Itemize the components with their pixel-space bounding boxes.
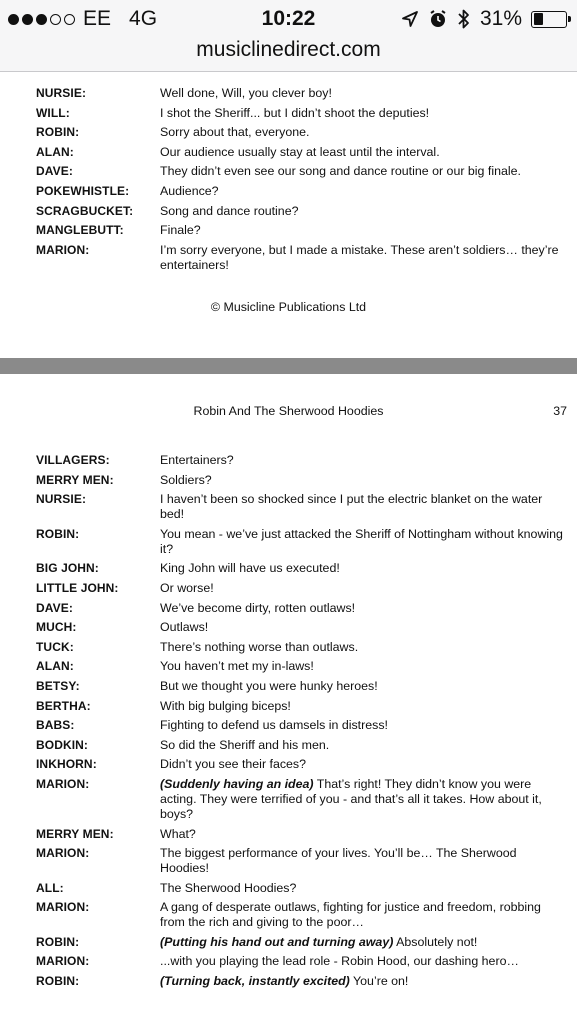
script-line <box>36 86 571 101</box>
status-bar <box>0 6 577 32</box>
speech-text: Well done, Will, you clever boy! <box>160 86 332 100</box>
signal-dot-filled <box>8 14 19 25</box>
speaker-name: ROBIN: <box>36 526 80 541</box>
speech-text: Didn’t you see their faces? <box>160 757 307 772</box>
script-line <box>36 243 571 273</box>
speaker-name: MANGLEBUTT: <box>36 223 124 238</box>
script-line <box>36 620 571 635</box>
speech-text <box>160 777 571 822</box>
speaker-name: NURSIE: <box>36 86 87 100</box>
speech-text: Song and dance routine? <box>160 203 299 218</box>
location-arrow-icon <box>401 10 419 28</box>
script-line <box>36 954 571 969</box>
script-line <box>36 659 571 674</box>
script-line <box>36 581 571 596</box>
speaker-name: BERTHA: <box>36 698 91 713</box>
speaker-name: BIG JOHN: <box>36 561 99 576</box>
script-page-top <box>0 72 577 358</box>
script-lines-page-2 <box>36 453 571 994</box>
speech-text: King John will have us executed! <box>160 561 340 576</box>
script-line <box>36 935 571 950</box>
signal-dot-empty <box>64 14 75 25</box>
speech-body: You’re on! <box>349 974 409 989</box>
script-line <box>36 184 571 199</box>
speaker-name: MUCH: <box>36 620 77 635</box>
speaker-name: NURSIE: <box>36 492 87 507</box>
script-line <box>36 777 571 822</box>
speech-text: What? <box>160 826 196 841</box>
script-line <box>36 492 571 522</box>
speech-text: I haven’t been so shocked since I put the electric blanket on the water bed! <box>160 492 543 522</box>
script-page-37 <box>0 374 577 1024</box>
battery-percent: 31% <box>479 7 522 30</box>
speaker-name: MARION: <box>36 900 90 915</box>
speech-text: The biggest performance of your lives. You’ll be… The Sherwood Hoodies! <box>160 846 517 876</box>
speech-text: ...with you playing the lead role - Robin Hood, our dashing hero… <box>160 954 519 969</box>
script-line <box>36 900 571 930</box>
speech-text: Our audience usually stay at least until the interval. <box>160 144 440 159</box>
speaker-name: ALAN: <box>36 144 74 159</box>
stage-direction: (Putting his hand out and turning away) <box>160 934 394 949</box>
speech-text: But we thought you were hunky heroes! <box>160 678 378 693</box>
signal-dot-filled <box>22 14 33 25</box>
speech-text: With big bulging biceps! <box>160 698 291 713</box>
speaker-name: ROBIN: <box>36 125 80 140</box>
script-line <box>36 974 571 989</box>
speaker-name: MARION: <box>36 776 90 791</box>
speaker-name: ALAN: <box>36 659 74 674</box>
speaker-name: BETSY: <box>36 678 80 693</box>
network-type: 4G <box>129 7 158 30</box>
script-line <box>36 718 571 733</box>
speaker-name: INKHORN: <box>36 757 97 772</box>
battery-fill <box>534 13 544 25</box>
speaker-name: SCRAGBUCKET: <box>36 203 134 218</box>
script-line <box>36 601 571 616</box>
speech-text <box>160 974 571 989</box>
script-line <box>36 204 571 219</box>
script-line <box>36 846 571 876</box>
speech-text: There’s nothing worse than outlaws. <box>160 639 359 654</box>
speech-text: Fighting to defend us damsels in distress! <box>160 718 388 733</box>
speech-text: Or worse! <box>160 580 214 595</box>
speaker-name: VILLAGERS: <box>36 453 110 467</box>
speech-text: A gang of desperate outlaws, fighting for justice and freedom, robbing from the rich and giving to the poor… <box>160 900 541 930</box>
speech-text: I’m sorry everyone, but I made a mistake. These aren’t soldiers… they’re entertainers! <box>160 242 559 272</box>
speaker-name: MARION: <box>36 846 90 861</box>
speaker-name: WILL: <box>36 105 70 120</box>
script-line <box>36 699 571 714</box>
speech-text: You mean - we’ve just attacked the Sheriff of Nottingham without knowing it? <box>160 526 563 556</box>
speaker-name: ALL: <box>36 880 64 895</box>
script-lines-page-1 <box>36 86 571 277</box>
script-line <box>36 757 571 772</box>
speech-body: That’s right! They didn’t know you were acting. They were terrified of you - and that’s all it takes. How about it, boys? <box>160 776 542 821</box>
script-line <box>36 164 571 179</box>
speaker-name: DAVE: <box>36 164 73 179</box>
speech-text: Sorry about that, everyone. <box>160 125 310 140</box>
script-line <box>36 125 571 140</box>
status-time: 10:22 <box>261 7 316 30</box>
speaker-name: TUCK: <box>36 639 74 654</box>
speech-text: Entertainers? <box>160 453 234 467</box>
page-divider <box>0 358 577 374</box>
speaker-name: MERRY MEN: <box>36 826 114 841</box>
speaker-name: ROBIN: <box>36 934 80 949</box>
status-right <box>401 6 567 32</box>
script-line <box>36 679 571 694</box>
script-line <box>36 473 571 488</box>
browser-top-bar <box>0 0 577 72</box>
speaker-name: LITTLE JOHN: <box>36 580 119 595</box>
signal-dot-filled <box>36 14 47 25</box>
alarm-icon <box>428 9 448 29</box>
speaker-name: MARION: <box>36 242 90 257</box>
speech-text: Outlaws! <box>160 620 209 635</box>
speaker-name: MERRY MEN: <box>36 472 114 487</box>
speech-text: You haven’t met my in-laws! <box>160 659 314 674</box>
script-line <box>36 640 571 655</box>
script-line <box>36 827 571 842</box>
speaker-name: POKEWHISTLE: <box>36 183 130 198</box>
speech-text: They didn’t even see our song and dance routine or our big finale. <box>160 164 521 179</box>
bluetooth-icon <box>457 8 471 30</box>
stage-direction: (Turning back, instantly excited) <box>160 974 350 989</box>
stage-direction: (Suddenly having an idea) <box>160 776 314 791</box>
speech-text: Finale? <box>160 223 201 238</box>
speech-text <box>160 935 571 950</box>
script-line <box>36 145 571 160</box>
speaker-name: DAVE: <box>36 600 73 615</box>
carrier-name: EE <box>83 7 112 30</box>
page-number: 37 <box>553 404 567 418</box>
speech-text: Audience? <box>160 183 219 198</box>
script-line <box>36 106 571 121</box>
script-line <box>36 738 571 753</box>
speaker-name: BABS: <box>36 718 75 733</box>
copyright-notice: © Musicline Publications Ltd <box>210 300 367 314</box>
speech-text: The Sherwood Hoodies? <box>160 880 297 895</box>
speech-text: So did the Sheriff and his men. <box>160 737 330 752</box>
script-line <box>36 881 571 896</box>
signal-strength-icon <box>8 14 75 25</box>
running-head: Robin And The Sherwood Hoodies <box>193 404 384 418</box>
signal-dot-empty <box>50 14 61 25</box>
script-line <box>36 453 571 468</box>
speaker-name: BODKIN: <box>36 737 89 752</box>
speaker-name: MARION: <box>36 954 90 969</box>
url-bar-domain[interactable]: musiclinedirect.com <box>196 38 381 61</box>
speech-text: We’ve become dirty, rotten outlaws! <box>160 600 356 615</box>
speech-text: Soldiers? <box>160 472 212 487</box>
script-line <box>36 527 571 557</box>
battery-icon <box>531 11 567 28</box>
speaker-name: ROBIN: <box>36 974 80 989</box>
status-left <box>8 6 157 32</box>
speech-body: Absolutely not! <box>393 934 478 949</box>
script-line <box>36 561 571 576</box>
speech-text: I shot the Sheriff... but I didn’t shoot the deputies! <box>160 105 430 120</box>
script-line <box>36 223 571 238</box>
